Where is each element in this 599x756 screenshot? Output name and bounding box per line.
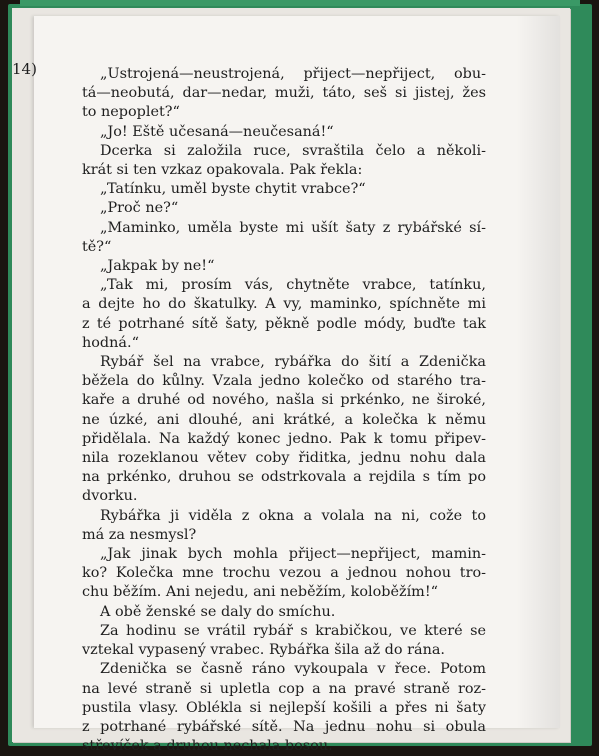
text-line: z té potrhané sítě šaty, pěkně podle módy, buďte tak [82, 315, 486, 332]
text-line: ko? Kolečka mne trochu vezou a jednou nohou tro- [82, 565, 486, 582]
text-line: běžela do kůlny. Vzala jedno kolečko od starého tra- [82, 373, 486, 390]
text-line: „Jak jinak bych mohla přiject—nepřiject, mamin- [100, 546, 486, 563]
text-line: přidělala. Na každý konec jedno. Pak k tomu připev- [82, 430, 486, 447]
text-line: na levé straně si upletla cop a na pravé straně roz- [82, 680, 486, 697]
paragraph [82, 65, 486, 123]
text-line: ne úzké, ani dlouhé, ani krátké, a kolečka k němu [82, 411, 486, 428]
text-line: a dejte ho do škatulky. A vy, maminko, spíchněte mi [82, 296, 486, 313]
paragraph [82, 353, 486, 507]
text-line: nila rozeklanou větev coby řiditka, jednu nohu dala [82, 450, 486, 467]
text-line: na prkénko, druhou se odstrkovala a rejdila s tím po [82, 469, 486, 486]
paragraph [82, 507, 486, 545]
text-line: má za nesmysl? [82, 526, 197, 543]
text-line: „Ustrojená—neustrojená, přiject—nepřiject, obu- [100, 66, 486, 82]
paragraph [82, 180, 486, 199]
spine-shadow [516, 16, 560, 728]
paragraph [82, 276, 486, 353]
text-line: „Maminko, uměla byste mi ušít šaty z rybářské sí- [100, 219, 486, 236]
cover-top-edge [20, 0, 580, 6]
paragraph [82, 660, 486, 756]
text-line: to nepoplet?“ [82, 104, 180, 121]
paragraph [82, 142, 486, 180]
page-text [82, 65, 486, 756]
page-number: 14) [12, 60, 37, 78]
text-line: Rybářka ji viděla z okna a volala na ni, cože to [100, 507, 486, 524]
text-line: „Tatínku, uměl byste chytit vrabce?“ [100, 181, 366, 198]
paragraph [82, 123, 486, 142]
text-line: Za hodinu se vrátil rybář s krabičkou, ve které se [100, 622, 486, 639]
paragraph [82, 622, 486, 660]
text-line: „Tak mi, prosím vás, chytněte vrabce, tatínku, [100, 277, 486, 294]
text-line: tě?“ [82, 238, 112, 255]
paragraph [82, 199, 486, 218]
text-line: chu běžím. Ani nejedu, ani neběžím, koloběžím!“ [82, 584, 438, 601]
text-line: střevíček a druhou nechala bosou. [82, 738, 333, 755]
paragraph [82, 545, 486, 603]
text-line: hodná.“ [82, 334, 139, 351]
text-line: „Proč ne?“ [100, 200, 179, 217]
text-line: kaře a druhé od nového, našla si prkénko, ne široké, [82, 392, 486, 409]
text-line: tá—neobutá, dar—nedar, muži, táto, seš si jistej, žes [82, 85, 486, 102]
text-line: krát si ten vzkaz opakovala. Pak řekla: [82, 162, 363, 179]
text-line: „Jakpak by ne!“ [100, 258, 215, 275]
text-line: A obě ženské se daly do smíchu. [100, 603, 336, 620]
text-line: Dcerka si založila ruce, svraštila čelo a několi- [100, 142, 486, 159]
paragraph [82, 603, 486, 622]
paragraph [82, 257, 486, 276]
text-line: z potrhané rybářské sítě. Na jednu nohu si obula [82, 718, 486, 735]
text-line: Rybář šel na vrabce, rybářka do šití a Zdenička [100, 354, 486, 371]
text-line: vztekal vypasený vrabec. Rybářka šila až do rána. [82, 642, 446, 659]
text-line: pustila vlasy. Oblékla si nejlepší košili a přes ni šaty [82, 699, 486, 716]
paragraph [82, 219, 486, 257]
text-line: dvorku. [82, 488, 138, 505]
text-line: „Jo! Eště učesaná—neučesaná!“ [100, 123, 334, 140]
text-line: Zdenička se časně ráno vykoupala v řece. Potom [100, 661, 486, 678]
